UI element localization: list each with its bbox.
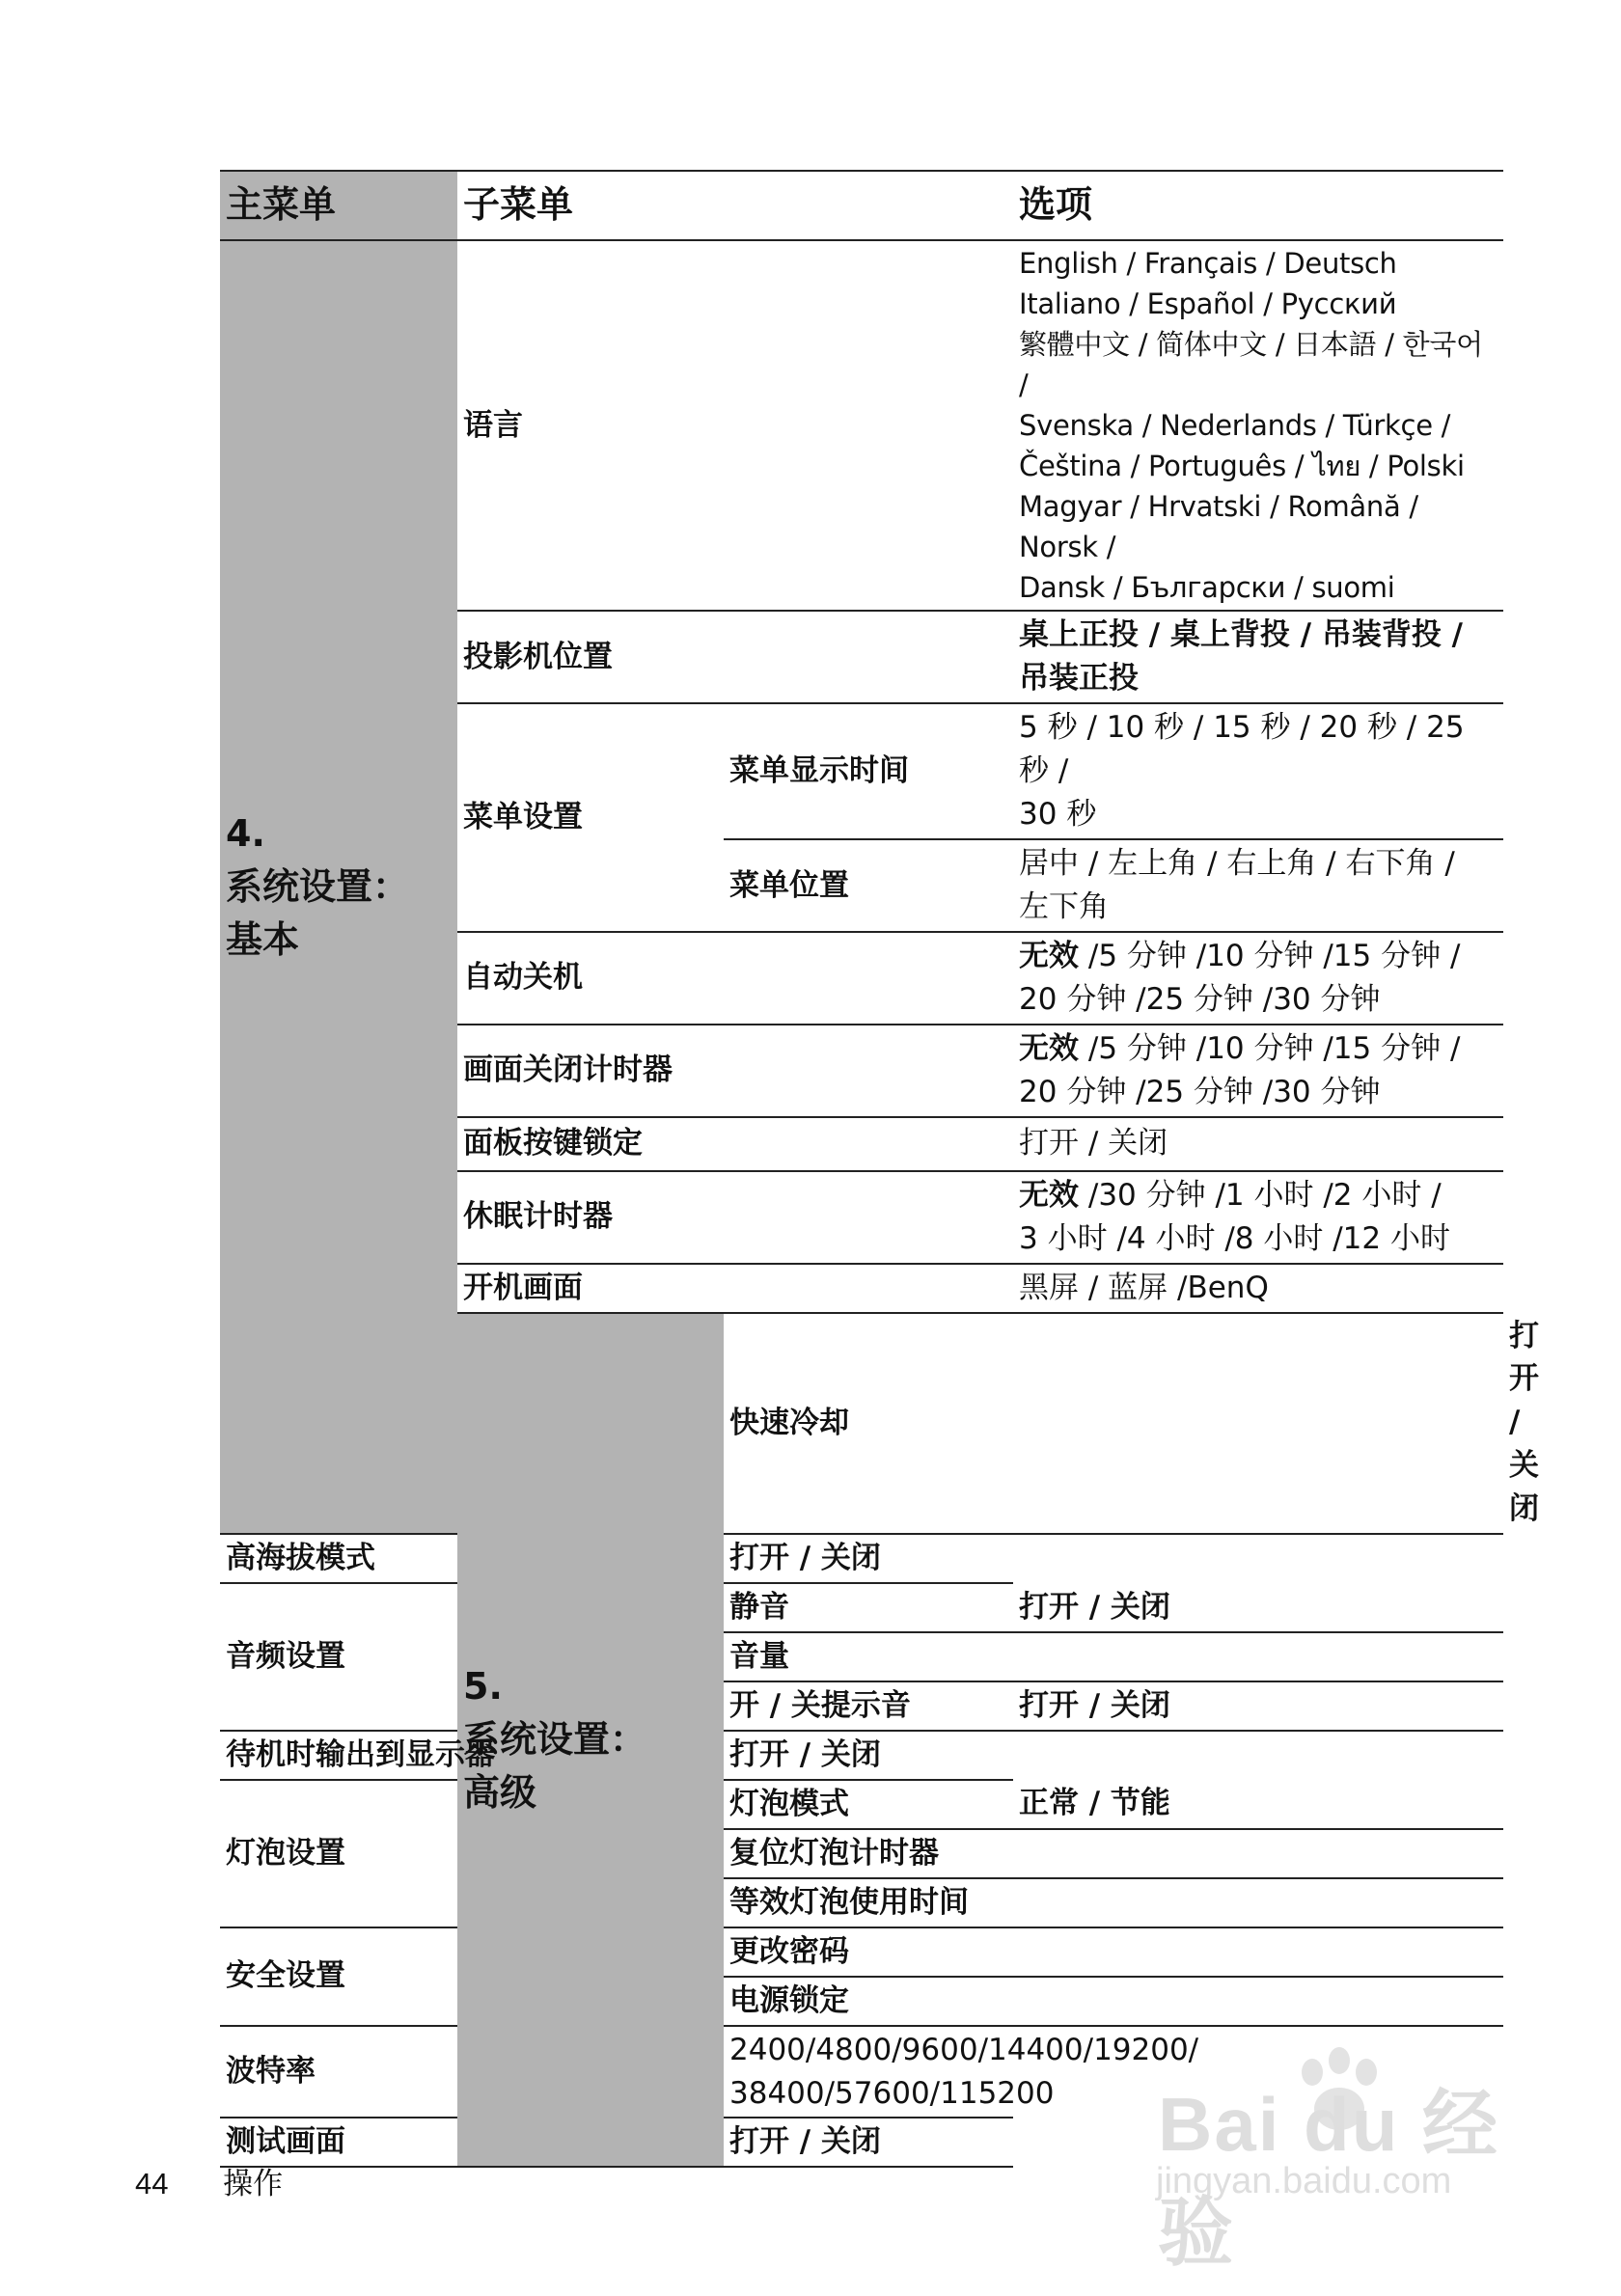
- main-menu-section-4: 4. 系统设置： 基本: [220, 240, 457, 1534]
- submenu-beep: 开 / 关提示音: [724, 1681, 1013, 1731]
- submenu-menu-position: 菜单位置: [724, 839, 1013, 932]
- submenu-lamp-mode: 灯泡模式: [724, 1780, 1013, 1829]
- submenu-auto-off: 自动关机: [457, 932, 1013, 1025]
- submenu-standby-monitor-out: 待机时输出到显示器: [220, 1731, 724, 1780]
- submenu-language: 语言: [457, 240, 1013, 611]
- submenu-test-pattern: 测试画面: [220, 2118, 724, 2167]
- mute-options: 打开 / 关闭: [1013, 1583, 1503, 1632]
- submenu-blank-timer: 画面关闭计时器: [457, 1025, 1013, 1117]
- beep-options: 打开 / 关闭: [1013, 1681, 1503, 1731]
- submenu-projector-position: 投影机位置: [457, 611, 1013, 703]
- submenu-change-password: 更改密码: [724, 1927, 1013, 1977]
- submenu-power-lock: 电源锁定: [724, 1977, 1013, 2026]
- submenu-mute: 静音: [724, 1583, 1013, 1632]
- menu-position-options: 居中 / 左上角 / 右上角 / 右下角 / 左下角: [1013, 839, 1503, 932]
- reset-lamp-timer-options: [1013, 1829, 1503, 1878]
- header-options: 选项: [1013, 171, 1503, 240]
- submenu-menu-settings: 菜单设置: [457, 703, 724, 932]
- panel-lock-options: 打开 / 关闭: [1013, 1117, 1503, 1171]
- table-header-row: [220, 171, 1503, 240]
- submenu-audio-settings: 音频设置: [220, 1583, 457, 1731]
- table-row: [220, 1534, 1503, 1583]
- table-row: 5. 系统设置： 高级 快速冷却 打开 / 关闭: [220, 1313, 1503, 1535]
- submenu-volume: 音量: [724, 1632, 1013, 1681]
- watermark-brand: Bai du 经验: [1158, 2082, 1500, 2275]
- table-row: [220, 1780, 1503, 1829]
- submenu-security-settings: 安全设置: [220, 1927, 457, 2026]
- sleep-timer-options: 无效 /30 分钟 /1 小时 /2 小时 / 3 小时 /4 小时 /8 小时 /12 小时: [1013, 1171, 1503, 1264]
- language-options: English / Français / Deutsch Italiano / Español / Русский 繁體中文 / 简体中文 / 日本語 / 한국어 / Svenska / Nederlands / Türkçe / Čeština / Português / ไทย / Polski Magyar / Hrvatski / Română / Norsk / Dansk / Български / suomi: [1013, 240, 1503, 611]
- change-password-options: [1013, 1927, 1503, 1977]
- lamp-mode-options: 正常 / 节能: [1013, 1780, 1503, 1829]
- table-row: [220, 1927, 1503, 1977]
- blank-timer-options: 无效 /5 分钟 /10 分钟 /15 分钟 / 20 分钟 /25 分钟 /30 分钟: [1013, 1025, 1503, 1117]
- menu-table-page: [220, 170, 1540, 2168]
- high-altitude-options: 打开 / 关闭: [724, 1534, 1013, 1583]
- menu-display-time-options: 5 秒 / 10 秒 / 15 秒 / 20 秒 / 25 秒 / 30 秒: [1013, 703, 1503, 839]
- header-main-menu: 主菜单: [220, 171, 457, 240]
- section-name: 操作: [223, 2167, 284, 2200]
- submenu-menu-display-time: 菜单显示时间: [724, 703, 1013, 839]
- submenu-splash-screen: 开机画面: [457, 1264, 1013, 1313]
- submenu-quick-cooling: 快速冷却: [724, 1313, 1503, 1535]
- submenu-reset-lamp-timer: 复位灯泡计时器: [724, 1829, 1013, 1878]
- submenu-lamp-hours: 等效灯泡使用时间: [724, 1878, 1013, 1927]
- submenu-panel-lock: 面板按键锁定: [457, 1117, 1013, 1171]
- splash-screen-options: 黑屏 / 蓝屏 /BenQ: [1013, 1264, 1503, 1313]
- power-lock-options: [1013, 1977, 1503, 2026]
- table-row: [220, 240, 1503, 611]
- submenu-sleep-timer: 休眠计时器: [457, 1171, 1013, 1264]
- menu-table: [220, 170, 1540, 2168]
- projector-position-options: 桌上正投 / 桌上背投 / 吊装背投 / 吊装正投: [1013, 611, 1503, 703]
- test-pattern-options: 打开 / 关闭: [724, 2118, 1013, 2167]
- watermark: [1139, 2045, 1544, 2275]
- volume-options: [1013, 1632, 1503, 1681]
- watermark-url: jingyan.baidu.com: [1156, 2161, 1452, 2201]
- auto-off-options: 无效 /5 分钟 /10 分钟 /15 分钟 / 20 分钟 /25 分钟 /30 分钟: [1013, 932, 1503, 1025]
- main-menu-section-5: 5. 系统设置： 高级: [457, 1313, 724, 2168]
- baud-rate-options: 2400/4800/9600/14400/19200/ 38400/57600/115200: [724, 2026, 1013, 2118]
- submenu-lamp-settings: 灯泡设置: [220, 1780, 457, 1927]
- lamp-hours-options: [1013, 1878, 1503, 1927]
- standby-monitor-options: 打开 / 关闭: [724, 1731, 1013, 1780]
- table-row: [220, 1583, 1503, 1632]
- header-sub-menu: 子菜单: [457, 171, 1013, 240]
- submenu-high-altitude: 高海拔模式: [220, 1534, 724, 1583]
- page-footer: [135, 2159, 283, 2202]
- page-number: 44: [135, 2167, 169, 2200]
- table-row: [220, 1731, 1503, 1780]
- submenu-baud-rate: 波特率: [220, 2026, 724, 2118]
